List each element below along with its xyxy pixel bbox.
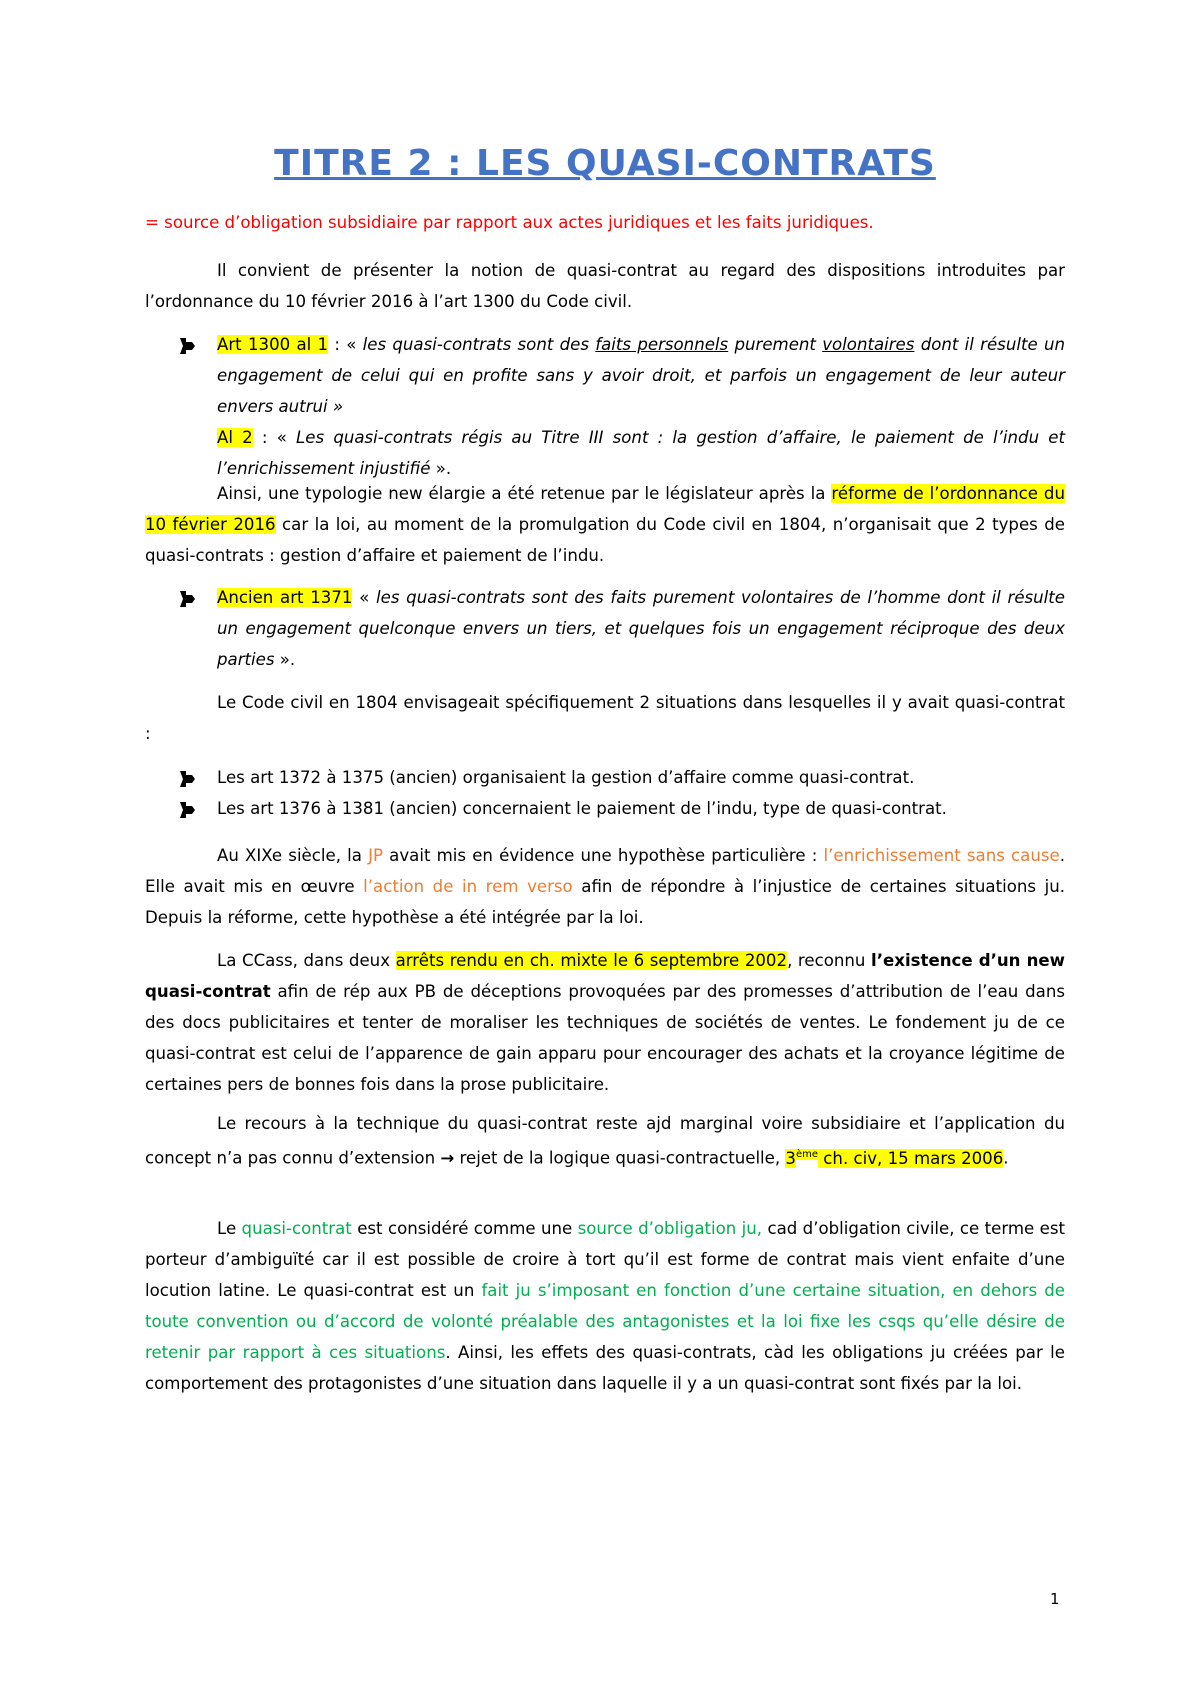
quote-fragment: dont il résulte un engagement de celui qui en profite sans y avoir droit, et parfois un engagement de leur auteur envers autrui » bbox=[217, 335, 1065, 416]
superscript: ème bbox=[795, 1149, 819, 1160]
text-fragment: Au XIXe siècle, la bbox=[217, 846, 369, 865]
text-fragment: avait mis en évidence une hypothèse particulière : bbox=[383, 846, 824, 865]
green-term: quasi-contrat bbox=[241, 1219, 352, 1238]
text-fragment: , reconnu bbox=[787, 951, 871, 970]
text-fragment: Ainsi, une typologie new élargie a été retenue par le législateur après la bbox=[217, 484, 832, 503]
highlighted-text: 3 bbox=[785, 1148, 796, 1168]
bold-term: l’existence d’un new quasi-contrat bbox=[145, 951, 1065, 1001]
quote-fragment: purement bbox=[728, 335, 823, 354]
bullet-art-1372 bbox=[217, 762, 1065, 793]
pointing-hand-icon bbox=[177, 589, 197, 609]
pointing-hand-icon bbox=[177, 336, 197, 356]
paragraph-1: Il convient de présenter la notion de quasi-contrat au regard des dispositions introduites par l’ordonnance du 10 février 2016 à l’art 1300 du Code civil. bbox=[145, 261, 1065, 311]
orange-term: l’action de in rem verso bbox=[363, 877, 573, 896]
bullet-text: Les art 1376 à 1381 (ancien) concernaient le paiement de l’indu, type de quasi-contrat. bbox=[217, 799, 947, 818]
text-fragment: ». bbox=[430, 459, 452, 478]
intro-definition: = source d’obligation subsidiaire par rapport aux actes juridiques et les faits juridiques. bbox=[145, 213, 874, 232]
green-term: fait ju s’imposant en fonction d’une certaine situation, en dehors de toute convention ou d’accord de volonté préalable des antagonistes et la loi fixe les csqs qu’elle désire de retenir par rapport à ces situations bbox=[145, 1281, 1065, 1362]
pointing-hand-icon bbox=[177, 769, 197, 789]
arrow-icon: → bbox=[440, 1148, 455, 1168]
paragraph-5 bbox=[145, 945, 1065, 1100]
text-fragment: . Ainsi, les effets des quasi-contrats, càd les obligations ju créées par le comportement des protagonistes d’une situation dans laquelle il y a un quasi-contrat sont fixés par la loi. bbox=[145, 1343, 1066, 1393]
text-fragment: Le bbox=[217, 1219, 242, 1238]
text-fragment: Le recours à la technique du quasi-contrat reste ajd marginal voire subsidiaire et l’application du concept n’a pas connu d’extension bbox=[145, 1114, 1065, 1168]
bullet-text: Les art 1372 à 1375 (ancien) organisaient la gestion d’affaire comme quasi-contrat. bbox=[217, 768, 915, 787]
bullet-art-1300 bbox=[217, 329, 1065, 484]
text-fragment: est considéré comme une bbox=[351, 1219, 578, 1238]
underlined-term: volontaires bbox=[822, 335, 915, 354]
text-fragment: : « bbox=[252, 428, 297, 447]
text-fragment: « bbox=[352, 588, 377, 607]
al-2-quote: Les quasi-contrats régis au Titre III sont : la gestion d’affaire, le paiement de l’indu et l’enrichissement injustifié bbox=[217, 428, 1065, 478]
text-fragment: ». bbox=[274, 650, 296, 669]
paragraph-4 bbox=[145, 840, 1065, 933]
pointing-hand-icon bbox=[177, 800, 197, 820]
text-fragment: car la loi, au moment de la promulgation du Code civil en 1804, n’organisait que 2 types de quasi-contrats : gestion d’affaire et paiement de l’indu. bbox=[145, 515, 1065, 565]
text-fragment: La CCass, dans deux bbox=[217, 951, 396, 970]
page-title: TITRE 2 : LES QUASI-CONTRATS bbox=[274, 143, 936, 184]
orange-term: JP bbox=[368, 846, 384, 865]
page-number: 1 bbox=[1050, 1590, 1060, 1608]
underlined-term: faits personnels bbox=[595, 335, 729, 354]
quote-fragment: les quasi-contrats sont des bbox=[362, 335, 596, 354]
al-2-label: Al 2 bbox=[217, 428, 253, 447]
text-fragment: : « bbox=[328, 335, 363, 354]
paragraph-6 bbox=[145, 1108, 1065, 1174]
text-fragment: . bbox=[1003, 1148, 1009, 1168]
paragraph-7 bbox=[145, 1213, 1065, 1399]
paragraph-2 bbox=[145, 478, 1065, 571]
ancien-art-quote: les quasi-contrats sont des faits purement volontaires de l’homme dont il résulte un engagement quelconque envers un tiers, et quelques fois un engagement réciproque des deux parties bbox=[217, 588, 1066, 669]
highlighted-text: réforme de l’ordonnance du 10 février 2016 bbox=[145, 484, 1065, 534]
highlighted-text: arrêts rendu en ch. mixte le 6 septembre 2002 bbox=[395, 951, 788, 970]
highlighted-text: ch. civ, 15 mars 2006 bbox=[818, 1148, 1004, 1168]
text-fragment: rejet de la logique quasi-contractuelle, bbox=[454, 1148, 786, 1168]
text-fragment: . Elle avait mis en œuvre bbox=[145, 846, 1065, 896]
art-1300-label: Art 1300 al 1 bbox=[217, 335, 329, 354]
text-fragment: cad d’obligation civile, ce terme est porteur d’ambiguïté car il est possible de croire à tort qu’il est forme de contrat mais vient enfaite d’une locution latine. Le quasi-contrat est un bbox=[145, 1219, 1065, 1300]
paragraph-3: Le Code civil en 1804 envisageait spécifiquement 2 situations dans lesquelles il y avait quasi-contrat : bbox=[145, 693, 1065, 743]
green-term: source d’obligation ju, bbox=[577, 1219, 763, 1238]
text-fragment: afin de répondre à l’injustice de certaines situations ju. Depuis la réforme, cette hypothèse a été intégrée par la loi. bbox=[145, 877, 1065, 927]
orange-term: l’enrichissement sans cause bbox=[823, 846, 1060, 865]
bullet-art-1376 bbox=[217, 793, 1065, 824]
text-fragment: afin de rép aux PB de déceptions provoquées par des promesses d’attribution de l’eau dans des docs publicitaires et tenter de moraliser les techniques de sociétés de ventes. Le fondement ju de ce quasi-contrat est celui de l’apparence de gain apparu pour encourager des achats et la croyance légitime de certaines pers de bonnes fois dans la prose publicitaire. bbox=[145, 982, 1065, 1094]
ancien-art-label: Ancien art 1371 bbox=[217, 588, 353, 607]
bullet-ancien-art-1371 bbox=[217, 582, 1065, 675]
